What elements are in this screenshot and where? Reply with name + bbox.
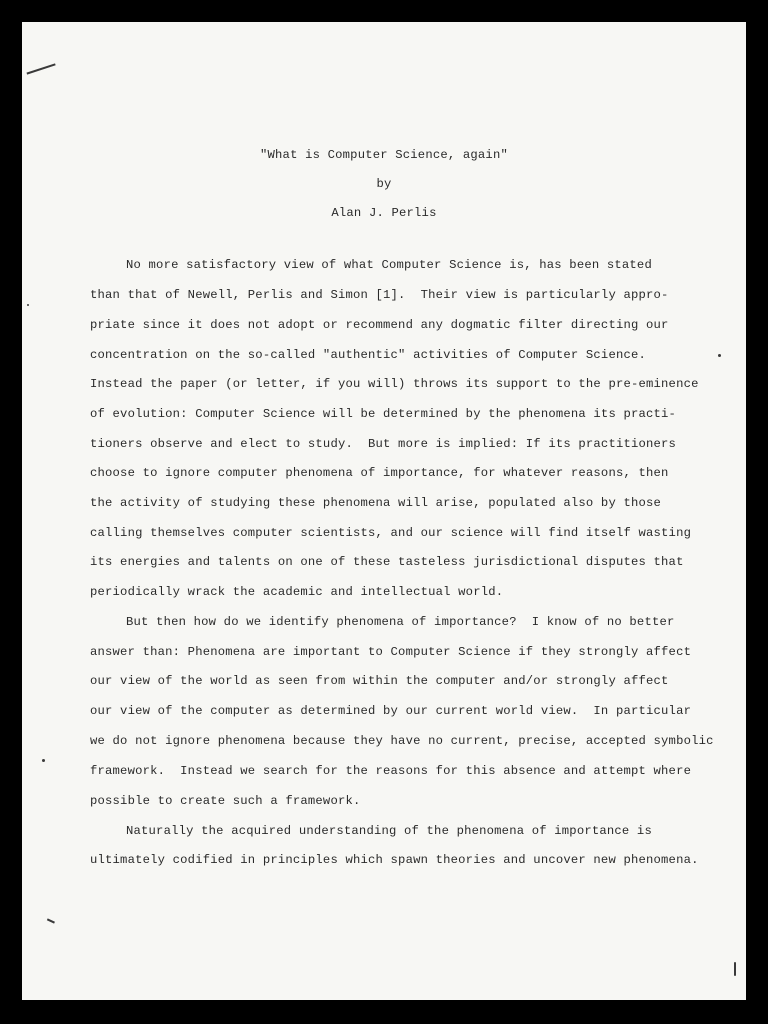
text-line: the activity of studying these phenomena will arise, populated also by those [90, 496, 662, 510]
scan-speck [47, 918, 55, 923]
text-line: answer than: Phenomena are important to Computer Science if they strongly affect [90, 645, 692, 659]
text-line: ultimately codified in principles which spawn theories and uncover new phenomena. [90, 853, 699, 867]
text-line: framework. Instead we search for the reasons for this absence and attempt where [90, 764, 692, 778]
scan-speck [27, 304, 29, 306]
text-line: we do not ignore phenomena because they have no current, precise, accepted symbolic [90, 734, 714, 748]
document-page [22, 22, 746, 1000]
text-line: Instead the paper (or letter, if you will) throws its support to the pre-eminence [90, 377, 699, 391]
scan-speck [734, 962, 736, 976]
text-line: concentration on the so-called "authentic" activities of Computer Science. [90, 348, 647, 362]
document-title: "What is Computer Science, again" [260, 148, 508, 162]
text-line: tioners observe and elect to study. But more is implied: If its practitioners [90, 437, 677, 451]
text-line: But then how do we identify phenomena of importance? I know of no better [126, 615, 675, 629]
author-name: Alan J. Perlis [331, 206, 437, 220]
text-line: than that of Newell, Perlis and Simon [1]. Their view is particularly appro- [90, 288, 669, 302]
text-line: its energies and talents on one of these tasteless jurisdictional disputes that [90, 555, 684, 569]
text-line: No more satisfactory view of what Computer Science is, has been stated [126, 258, 652, 272]
scan-speck [42, 759, 45, 762]
text-line: of evolution: Computer Science will be determined by the phenomena its practi- [90, 407, 677, 421]
text-line: priate since it does not adopt or recommend any dogmatic filter directing our [90, 318, 669, 332]
text-line: our view of the computer as determined by our current world view. In particular [90, 704, 692, 718]
text-line: Naturally the acquired understanding of the phenomena of importance is [126, 824, 652, 838]
pencil-mark [27, 63, 56, 74]
text-line: periodically wrack the academic and intellectual world. [90, 585, 504, 599]
text-line: our view of the world as seen from within the computer and/or strongly affect [90, 674, 669, 688]
text-line: calling themselves computer scientists, and our science will find itself wasting [90, 526, 692, 540]
text-line: choose to ignore computer phenomena of importance, for whatever reasons, then [90, 466, 669, 480]
byline-by: by [376, 177, 392, 191]
text-line: possible to create such a framework. [90, 794, 361, 808]
scan-speck [718, 354, 721, 357]
